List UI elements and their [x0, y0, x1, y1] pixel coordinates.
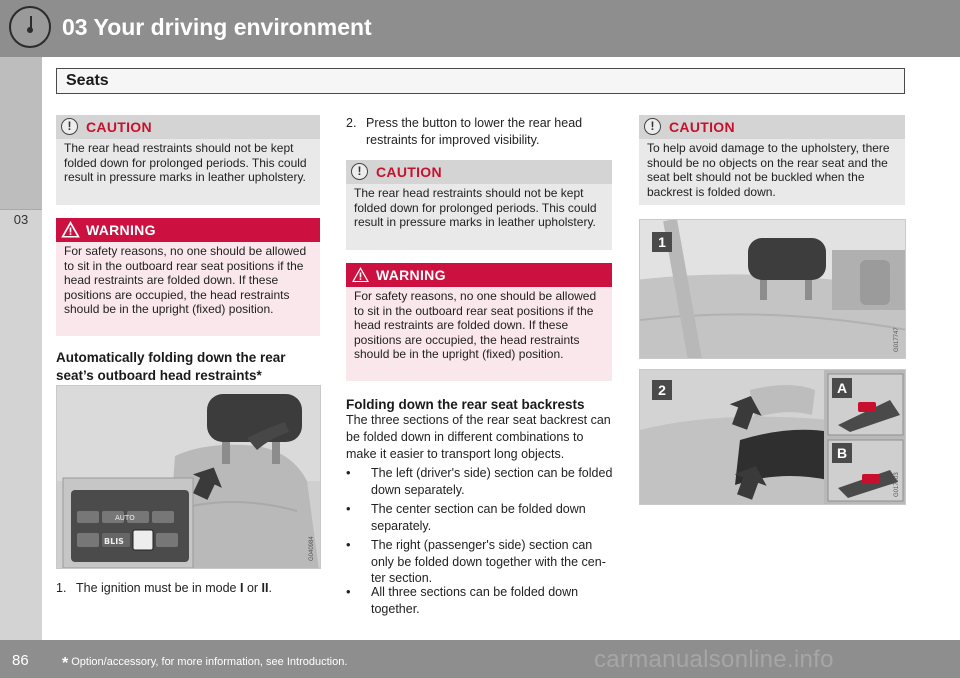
page-number: 86: [12, 652, 29, 669]
figure-head-restraint-button: [56, 385, 321, 569]
page-footer: [0, 640, 960, 678]
warning-label: WARNING: [376, 267, 446, 283]
bullet-item-4: • All three sections can be folded down together.: [346, 584, 579, 616]
exclamation-icon: !: [61, 118, 78, 135]
gauge-icon: [9, 6, 51, 48]
blis-button-label: BLIS: [104, 537, 124, 546]
figure-badge-2: 2: [652, 380, 672, 400]
caution-box-1: [56, 115, 320, 205]
page-header: [0, 0, 960, 57]
section-heading-fold-backrests: Folding down the rear seat backrests: [346, 397, 585, 412]
figure-code-1: G017747: [894, 327, 900, 352]
caution-text: The rear head restraints should not be kept folded down for prolonged periods. This could result in pressure marks in leather upholstery.: [64, 141, 307, 184]
section-heading-auto-fold: Automatically folding down the rear seat’s outboard head restraints*: [56, 350, 286, 383]
step-2: 2. Press the button to lower the rear head restraints for improved visibility.: [346, 116, 583, 147]
inset-badge-b: B: [832, 443, 852, 463]
caution-box-2: [346, 160, 612, 250]
caution-label: CAUTION: [376, 164, 442, 180]
caution-box-3: [639, 115, 905, 205]
section-title: Seats: [66, 72, 109, 89]
chapter-title: 03 Your driving environment: [62, 14, 372, 40]
figure-rear-seat-1: [639, 219, 906, 359]
figure-code-2: G017903: [894, 472, 900, 497]
bullet-item-3: • The right (passenger's side) section can only be folded down together with the cen- ter section.: [346, 537, 606, 585]
section-bar: [56, 68, 905, 94]
side-strip-top: [0, 57, 42, 210]
caution-header: [639, 115, 905, 139]
figure-rear-seat-2: [639, 369, 906, 505]
auto-button-label: AUTO: [115, 514, 135, 522]
caution-label: CAUTION: [86, 119, 152, 135]
rear-seat-illustration-2: [640, 370, 906, 505]
caution-header: [346, 160, 612, 184]
warning-box-2: [346, 263, 612, 381]
step-1: 1. The ignition must be in mode I or II.: [56, 581, 272, 595]
caution-label: CAUTION: [669, 119, 735, 135]
warning-text: For safety reasons, no one should be allowed to sit in the outboard rear seat positions if the head restraints are folded down. If these positions are occupied, the head restraints should be in the upright (fixed) position.: [354, 289, 597, 361]
head-restraint-illustration: [57, 386, 321, 569]
caution-text: The rear head restraints should not be kept folded down for prolonged periods. This could result in pressure marks in leather upholstery.: [354, 186, 597, 229]
exclamation-icon: !: [644, 118, 661, 135]
warning-label: WARNING: [86, 222, 156, 238]
inset-badge-a: A: [832, 378, 852, 398]
warning-text: For safety reasons, no one should be allowed to sit in the outboard rear seat positions if the head restraints are folded down. If these positions are occupied, the head restraints should be in the upright (fixed) position.: [64, 244, 307, 316]
exclamation-icon: !: [351, 163, 368, 180]
warning-box-1: [56, 218, 320, 336]
intro-paragraph: The three sections of the rear seat backrest can be folded down in different combinations to make it easier to transport long objects.: [346, 413, 611, 461]
footnote: * Option/accessory, for more information, see Introduction.: [62, 655, 348, 672]
warning-header: [56, 218, 320, 242]
figure-code: G040984: [309, 536, 315, 561]
caution-text: To help avoid damage to the upholstery, there should be no objects on the rear seat and the seat belt should not be buckled when the backrest is folded down.: [647, 141, 890, 199]
bullet-item-1: • The left (driver's side) section can be folded down separately.: [346, 465, 613, 497]
rear-seat-illustration-1: [640, 220, 906, 359]
caution-header: [56, 115, 320, 139]
bullet-item-2: • The center section can be folded down separately.: [346, 501, 586, 533]
chapter-tab: 03: [13, 212, 29, 227]
warning-triangle-icon: [351, 266, 370, 283]
warning-header: [346, 263, 612, 287]
watermark: carmanualsonline.info: [594, 646, 834, 673]
figure-badge-1: 1: [652, 232, 672, 252]
warning-triangle-icon: [61, 221, 80, 238]
